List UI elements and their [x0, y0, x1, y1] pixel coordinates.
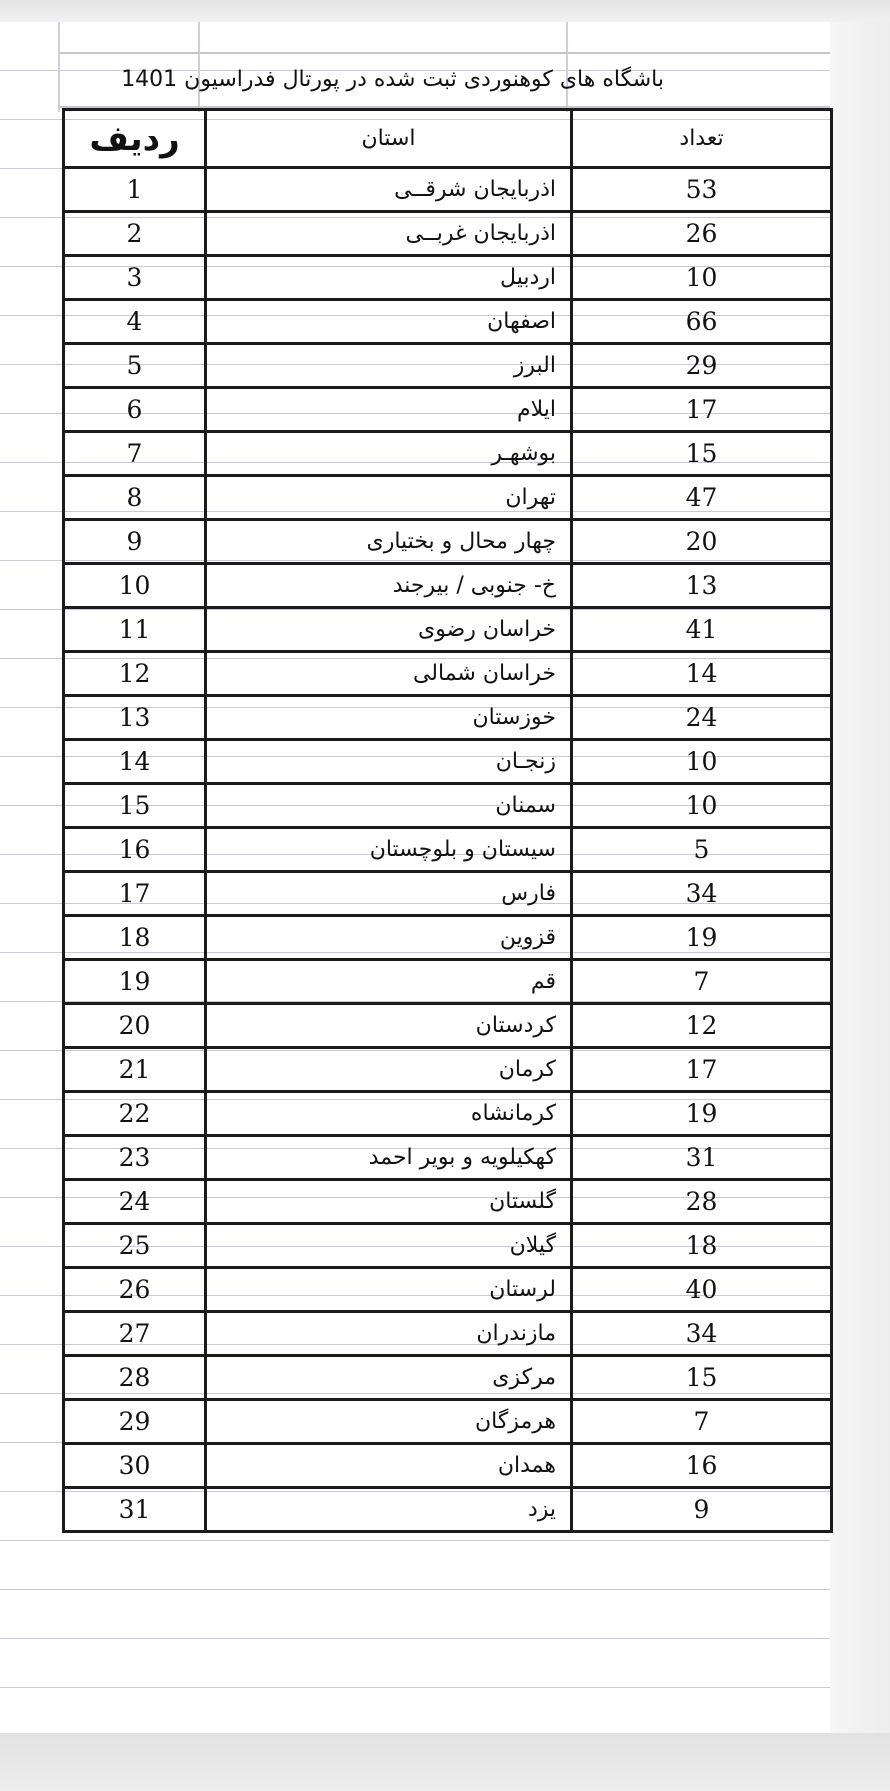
table-row [64, 1180, 832, 1224]
cell-province: یزد [206, 1488, 572, 1532]
cell-index: 14 [64, 740, 206, 784]
cell-province: گلستان [206, 1180, 572, 1224]
cell-province: خراسان شمالی [206, 652, 572, 696]
cell-index: 31 [64, 1488, 206, 1532]
table-row [64, 432, 832, 476]
cell-province: مرکزی [206, 1356, 572, 1400]
cell-province: البرز [206, 344, 572, 388]
cell-province: کهکیلویه و بویر احمد [206, 1136, 572, 1180]
cell-index: 4 [64, 300, 206, 344]
cell-count: 20 [572, 520, 832, 564]
header-province: استان [206, 110, 572, 168]
table-title: باشگاه های کوهنوردی ثبت شده در پورتال فدراسیون 1401 [60, 52, 830, 108]
cell-count: 47 [572, 476, 832, 520]
cell-province: بوشهـر [206, 432, 572, 476]
top-frame-band [0, 0, 890, 22]
cell-province: تهران [206, 476, 572, 520]
cell-count: 24 [572, 696, 832, 740]
table-row [64, 476, 832, 520]
table-row [64, 1356, 832, 1400]
cell-count: 18 [572, 1224, 832, 1268]
cell-index: 2 [64, 212, 206, 256]
cell-count: 5 [572, 828, 832, 872]
header-index: ردیف [64, 110, 206, 168]
cell-count: 41 [572, 608, 832, 652]
cell-province: همدان [206, 1444, 572, 1488]
cell-count: 29 [572, 344, 832, 388]
table-row [64, 828, 832, 872]
cell-index: 11 [64, 608, 206, 652]
cell-count: 13 [572, 564, 832, 608]
cell-index: 1 [64, 168, 206, 212]
cell-count: 26 [572, 212, 832, 256]
table-row [64, 256, 832, 300]
cell-count: 7 [572, 1400, 832, 1444]
cell-count: 19 [572, 1092, 832, 1136]
cell-index: 28 [64, 1356, 206, 1400]
cell-index: 15 [64, 784, 206, 828]
cell-index: 12 [64, 652, 206, 696]
cell-province: چهار محال و بختیاری [206, 520, 572, 564]
cell-count: 12 [572, 1004, 832, 1048]
cell-count: 34 [572, 872, 832, 916]
cell-province: مازندران [206, 1312, 572, 1356]
table-row [64, 696, 832, 740]
cell-index: 3 [64, 256, 206, 300]
table-row [64, 212, 832, 256]
cell-index: 29 [64, 1400, 206, 1444]
cell-province: خراسان رضوی [206, 608, 572, 652]
table-row [64, 1312, 832, 1356]
cell-province: زنجـان [206, 740, 572, 784]
table-row [64, 1268, 832, 1312]
cell-count: 66 [572, 300, 832, 344]
cell-count: 10 [572, 740, 832, 784]
cell-index: 27 [64, 1312, 206, 1356]
table-row [64, 1048, 832, 1092]
cell-count: 17 [572, 388, 832, 432]
cell-province: قم [206, 960, 572, 1004]
table-row [64, 344, 832, 388]
cell-province: ایلام [206, 388, 572, 432]
table-row [64, 1444, 832, 1488]
cell-province: اذربایجان شرقــی [206, 168, 572, 212]
cell-index: 21 [64, 1048, 206, 1092]
cell-index: 9 [64, 520, 206, 564]
table-row [64, 784, 832, 828]
clubs-table [62, 108, 833, 1533]
cell-index: 19 [64, 960, 206, 1004]
cell-index: 23 [64, 1136, 206, 1180]
table-row [64, 740, 832, 784]
table-row [64, 564, 832, 608]
cell-count: 9 [572, 1488, 832, 1532]
cell-index: 25 [64, 1224, 206, 1268]
cell-count: 53 [572, 168, 832, 212]
cell-province: اذربایجان غربــی [206, 212, 572, 256]
table-row [64, 1400, 832, 1444]
cell-province: فارس [206, 872, 572, 916]
table-row [64, 1092, 832, 1136]
cell-index: 13 [64, 696, 206, 740]
cell-province: قزوین [206, 916, 572, 960]
cell-province: سمنان [206, 784, 572, 828]
cell-province: کردستان [206, 1004, 572, 1048]
cell-count: 16 [572, 1444, 832, 1488]
table-row [64, 916, 832, 960]
cell-count: 14 [572, 652, 832, 696]
table-row [64, 1488, 832, 1532]
cell-index: 24 [64, 1180, 206, 1224]
table-row [64, 520, 832, 564]
cell-index: 5 [64, 344, 206, 388]
cell-province: گیلان [206, 1224, 572, 1268]
cell-count: 15 [572, 432, 832, 476]
cell-count: 10 [572, 784, 832, 828]
cell-index: 17 [64, 872, 206, 916]
cell-index: 16 [64, 828, 206, 872]
cell-province: سیستان و بلوچستان [206, 828, 572, 872]
cell-count: 19 [572, 916, 832, 960]
sheet-right-margin [830, 22, 890, 1733]
cell-province: خوزستان [206, 696, 572, 740]
cell-index: 7 [64, 432, 206, 476]
cell-index: 22 [64, 1092, 206, 1136]
cell-province: اردبیل [206, 256, 572, 300]
cell-count: 15 [572, 1356, 832, 1400]
cell-count: 31 [572, 1136, 832, 1180]
cell-province: هرمزگان [206, 1400, 572, 1444]
table-row [64, 1004, 832, 1048]
cell-index: 10 [64, 564, 206, 608]
cell-index: 30 [64, 1444, 206, 1488]
table-row [64, 300, 832, 344]
table-header-row [64, 110, 832, 168]
cell-index: 20 [64, 1004, 206, 1048]
header-count: تعداد [572, 110, 832, 168]
cell-province: لرستان [206, 1268, 572, 1312]
cell-count: 17 [572, 1048, 832, 1092]
cell-index: 6 [64, 388, 206, 432]
cell-count: 40 [572, 1268, 832, 1312]
cell-province: کرمانشاه [206, 1092, 572, 1136]
table-row [64, 1224, 832, 1268]
cell-index: 8 [64, 476, 206, 520]
bottom-frame-band [0, 1733, 890, 1791]
table-row [64, 168, 832, 212]
cell-province: خ- جنوبی / بیرجند [206, 564, 572, 608]
table-row [64, 960, 832, 1004]
cell-count: 10 [572, 256, 832, 300]
cell-province: اصفهان [206, 300, 572, 344]
table-row [64, 388, 832, 432]
cell-index: 18 [64, 916, 206, 960]
table-row [64, 872, 832, 916]
cell-count: 34 [572, 1312, 832, 1356]
cell-index: 26 [64, 1268, 206, 1312]
cell-count: 7 [572, 960, 832, 1004]
table-row [64, 652, 832, 696]
cell-province: کرمان [206, 1048, 572, 1092]
table-row [64, 608, 832, 652]
cell-count: 28 [572, 1180, 832, 1224]
table-row [64, 1136, 832, 1180]
